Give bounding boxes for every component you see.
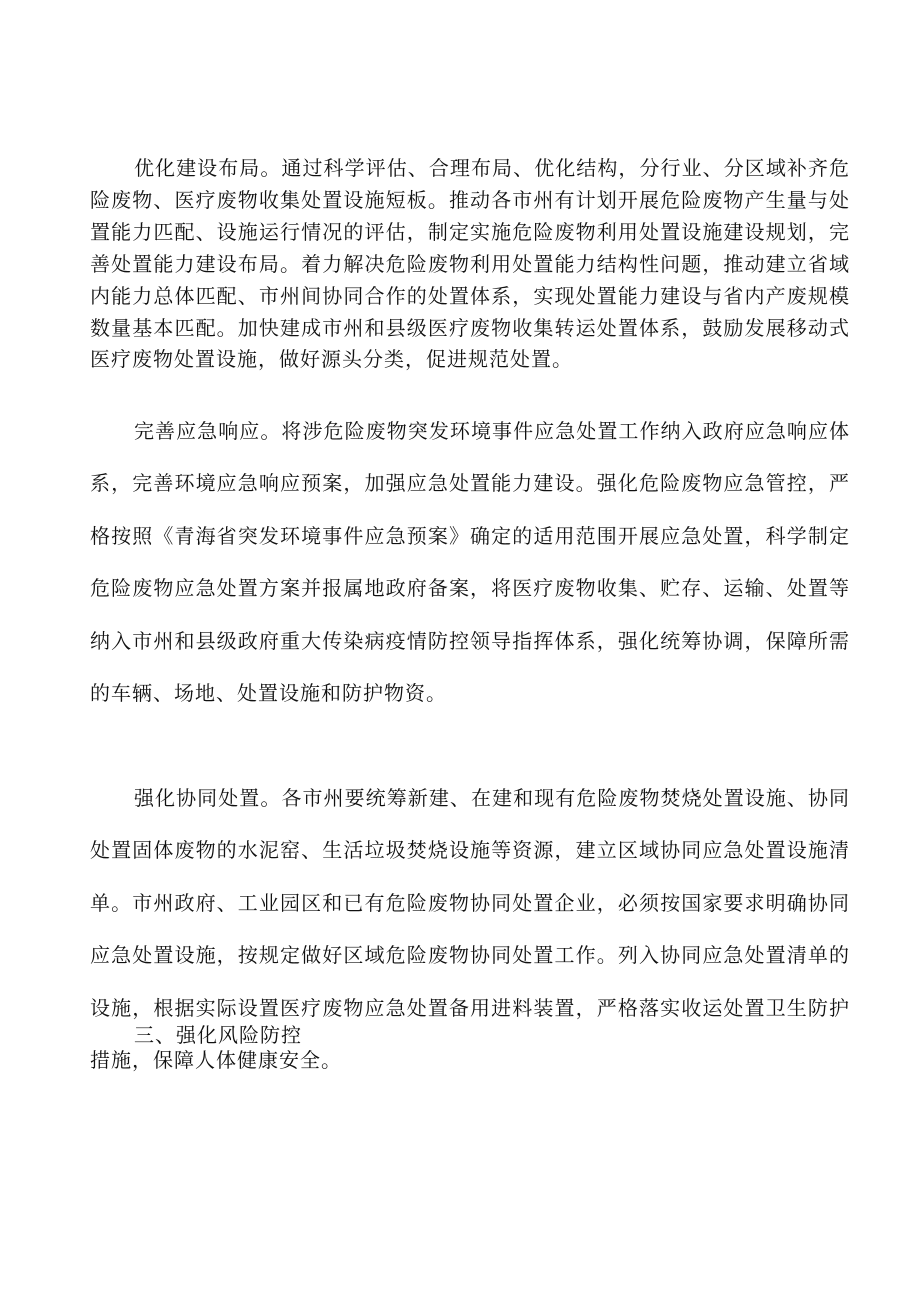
paragraph-collaborative-disposal: 强化协同处置。各市州要统筹新建、在建和现有危险废物焚烧处置设施、协同处置固体废物的水泥窑、生活垃圾焚烧设施等资源，建立区域协同应急处置设施清单。市州政府、工业园区和已有危险废物协同处置企业，必须按国家要求明确协同应急处置设施，按规定做好区域危险废物协同处置工作。列入协同应急处置清单的设施，根据实际设置医疗废物应急处置备用进料装置，严格落实收运处置卫生防护措施，保障人体健康安全。 — [90, 786, 850, 1073]
paragraph-optimize-layout: 优化建设布局。通过科学评估、合理布局、优化结构，分行业、分区域补齐危险废物、医疗废物收集处置设施短板。推动各市州有计划开展危险废物产生量与处置能力匹配、设施运行情况的评估，制定实施危险废物利用处置设施建设规划，完善处置能力建设布局。着力解决危险废物利用处置能力结构性问题，推动建立省域内能力总体匹配、市州间协同合作的处置体系，实现处置能力建设与省内产废规模数量基本匹配。加快建成市州和县级医疗废物收集转运处置体系，鼓励发展移动式医疗废物处置设施，做好源头分类，促进规范处置。 — [90, 156, 850, 372]
section-heading: 三、强化风险防控 — [134, 1023, 302, 1047]
paragraph-emergency-response: 完善应急响应。将涉危险废物突发环境事件应急处置工作纳入政府应急响应体系，完善环境应急响应预案，加强应急处置能力建设。强化危险废物应急管控，严格按照《青海省突发环境事件应急预案》确定的适用范围开展应急处置，科学制定危险废物应急处置方案并报属地政府备案，将医疗废物收集、贮存、运输、处置等纳入市州和县级政府重大传染病疫情防控领导指挥体系，强化统筹协调，保障所需的车辆、场地、处置设施和防护物资。 — [90, 419, 850, 706]
